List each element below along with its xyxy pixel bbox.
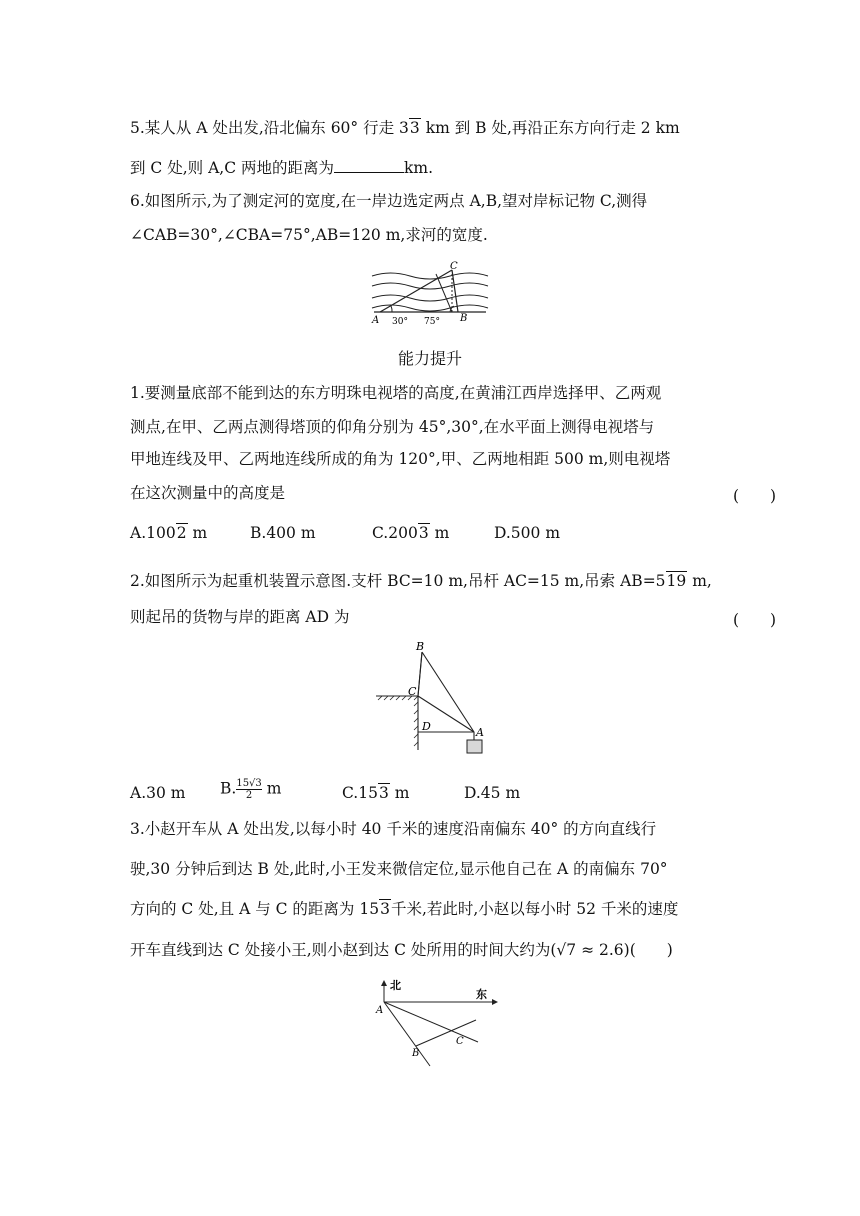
label-b: B: [460, 313, 468, 324]
p2-line-2: 则起吊的货物与岸的距离 AD 为: [130, 608, 350, 626]
answer-blank[interactable]: [334, 158, 404, 173]
label-a: A: [376, 1005, 384, 1016]
p3-text-b: 千米,若此时,小赵以每小时 52 千米的速度: [390, 900, 679, 918]
label-c: C: [456, 1036, 464, 1047]
sqrt-3: 3: [378, 784, 389, 802]
sqrt-19: 19: [666, 572, 687, 590]
p3-line-1: 3.小赵开车从 A 处出发,以每小时 40 千米的速度沿南偏东 40° 的方向直线行: [130, 820, 657, 838]
label-a: A: [476, 726, 484, 739]
p3-text-c: 开车直线到达 C 处接小王,则小赵到达 C 处所用的时间大约为(√7 ≈ 2.6): [130, 941, 630, 959]
sqrt-2: 2: [176, 524, 187, 542]
opt-c-text: C.200: [372, 524, 418, 542]
q5-text-a: 5.某人从 A 处出发,沿北偏东 60° 行走 3: [130, 119, 409, 137]
label-c: C: [408, 685, 417, 698]
north-label: 北: [390, 979, 401, 992]
p2-option-b[interactable]: [220, 778, 281, 801]
sqrt-3: 3: [418, 524, 429, 542]
opt-c-unit: m: [429, 524, 450, 542]
q5-line-1: [130, 117, 680, 139]
opt-a-unit: m: [187, 524, 208, 542]
label-b: B: [416, 640, 425, 653]
q5-line-2: [130, 157, 433, 179]
p1-option-c[interactable]: [372, 524, 449, 542]
compass-figure: [372, 980, 512, 1070]
p1-line-1: 1.要测量底部不能到达的东方明珠电视塔的高度,在黄浦江西岸选择甲、乙两观: [130, 384, 662, 402]
opt-c-unit: m: [389, 784, 410, 802]
p1-option-a[interactable]: [130, 524, 207, 542]
p2-text-b: m,: [687, 572, 712, 590]
p2-option-c[interactable]: [342, 784, 409, 802]
p1-line-2: 测点,在甲、乙两点测得塔顶的仰角分别为 45°,30°,在水平面上测得电视塔与: [130, 418, 655, 436]
river-figure: [370, 262, 490, 332]
east-label: 东: [476, 988, 487, 1001]
p3-line-4: [130, 939, 673, 961]
p3-line-2: 驶,30 分钟后到达 B 处,此时,小王发来微信定位,显示他自己在 A 的南偏东 70°: [130, 860, 668, 878]
angle-75: 75°: [424, 317, 440, 327]
p2-line-1: [130, 570, 712, 592]
opt-a-text: A.100: [130, 524, 176, 542]
sqrt-3: 3: [409, 119, 420, 137]
p1-line-3: 甲地连线及甲、乙两地连线所成的角为 120°,甲、乙两地相距 500 m,则电视塔: [130, 450, 671, 468]
p1-answer-paren: ( ): [733, 487, 777, 505]
p2-answer-paren: ( ): [733, 611, 777, 629]
p3-text-a: 方向的 C 处,且 A 与 C 的距离为 15: [130, 900, 380, 918]
q5-text-b: km 到 B 处,再沿正东方向行走 2 km: [420, 119, 680, 137]
p2-option-d[interactable]: D.45 m: [464, 784, 521, 802]
fraction: [236, 778, 261, 801]
crane-figure: [374, 640, 494, 760]
p3-line-3: [130, 898, 678, 920]
label-c: C: [450, 261, 458, 272]
p1-option-b[interactable]: B.400 m: [250, 524, 316, 542]
section-title: 能力提升: [397, 349, 462, 368]
p2-text-a: 2.如图所示为起重机装置示意图.支杆 BC=10 m,吊杆 AC=15 m,吊索 AB=5: [130, 572, 666, 590]
label-d: D: [422, 720, 431, 733]
opt-b-unit: m: [261, 779, 282, 798]
p3-answer-paren: ( ): [629, 941, 673, 959]
p2-option-a[interactable]: A.30 m: [130, 784, 186, 802]
sqrt-3: 3: [380, 900, 390, 918]
fraction-numerator: 15√3: [236, 778, 262, 789]
q6-line-1: 6.如图所示,为了测定河的宽度,在一岸边选定两点 A,B,望对岸标记物 C,测得: [130, 192, 648, 210]
q6-line-2: ∠CAB=30°,∠CBA=75°,AB=120 m,求河的宽度.: [130, 226, 488, 244]
label-b: B: [412, 1048, 420, 1059]
opt-b-prefix: B.: [220, 779, 237, 798]
label-a: A: [372, 315, 380, 326]
q5-text-c: 到 C 处,则 A,C 两地的距离为: [130, 159, 334, 177]
angle-30: 30°: [392, 317, 408, 327]
p1-line-4: 在这次测量中的高度是: [130, 484, 286, 502]
p1-option-d[interactable]: D.500 m: [494, 524, 561, 542]
q5-unit: km.: [403, 159, 434, 177]
fraction-denominator: 2: [245, 790, 253, 801]
opt-c-text: C.15: [342, 784, 378, 802]
